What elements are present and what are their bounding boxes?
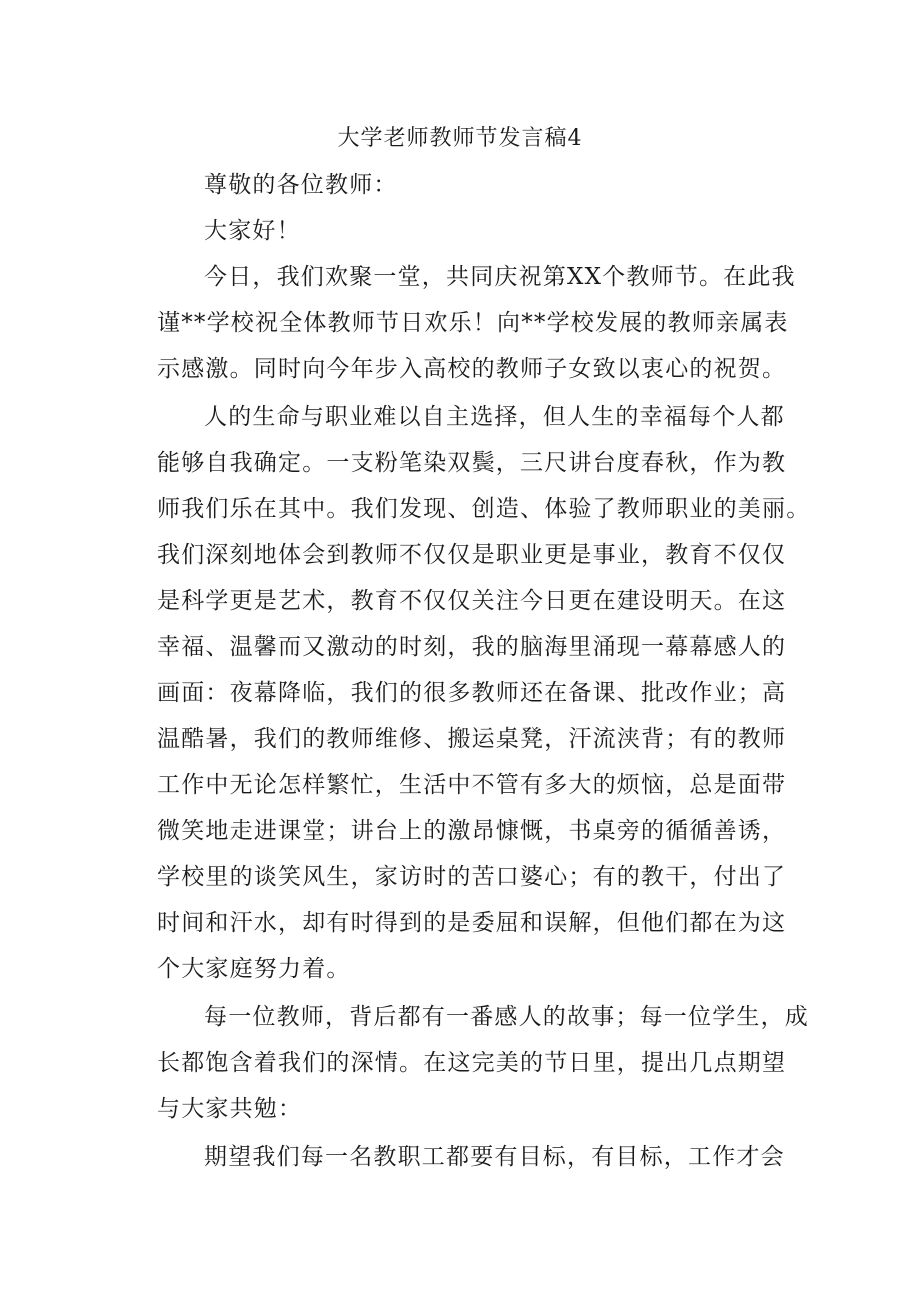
text-line: 我们深刻地体会到教师不仅仅是职业更是事业，教育不仅仅 <box>157 542 787 568</box>
text-line: 能够自我确定。一支粉笔染双鬓，三尺讲台度春秋，作为教 <box>157 450 787 476</box>
text-line: 画面：夜幕降临，我们的很多教师还在备课、批改作业；高 <box>157 680 787 706</box>
text-line: 今日，我们欢聚一堂，共同庆祝第XX个教师节。在此我 <box>204 264 796 290</box>
text-line: 与大家共勉： <box>157 1096 303 1122</box>
text-line: 是科学更是艺术，教育不仅仅关注今日更在建设明天。在这 <box>157 588 787 614</box>
text-line: 长都饱含着我们的深情。在这完美的节日里，提出几点期望 <box>157 1050 787 1076</box>
text-line: 温酷暑，我们的教师维修、搬运桌凳，汗流浃背；有的教师 <box>157 726 787 752</box>
text-line: 谨**学校祝全体教师节日欢乐！向**学校发展的教师亲属表 <box>157 310 789 336</box>
text-line: 时间和汗水，却有时得到的是委屈和误解，但他们都在为这 <box>157 910 787 936</box>
text-line: 每一位教师，背后都有一番感人的故事；每一位学生，成 <box>204 1004 809 1030</box>
text-line: 幸福、温馨而又激动的时刻，我的脑海里涌现一幕幕感人的 <box>157 634 787 660</box>
text-line: 人的生命与职业难以自主选择，但人生的幸福每个人都 <box>204 404 785 430</box>
text-line: 示感激。同时向今年步入高校的教师子女致以衷心的祝贺。 <box>157 356 787 382</box>
text-line: 尊敬的各位教师： <box>204 172 398 198</box>
text-line: 学校里的谈笑风生，家访时的苦口婆心；有的教干，付出了 <box>157 864 787 890</box>
text-line: 工作中无论怎样繁忙，生活中不管有多大的烦恼，总是面带 <box>157 772 787 798</box>
text-line: 师我们乐在其中。我们发现、创造、体验了教师职业的美丽。 <box>157 496 811 522</box>
text-line: 个大家庭努力着。 <box>157 956 351 982</box>
document-title: 大学老师教师节发言稿4 <box>337 126 583 151</box>
text-line: 大家好！ <box>204 218 301 244</box>
text-line: 微笑地走进课堂；讲台上的激昂慷慨，书桌旁的循循善诱， <box>157 818 787 844</box>
text-line: 期望我们每一名教职工都要有目标，有目标，工作才会 <box>204 1144 785 1170</box>
